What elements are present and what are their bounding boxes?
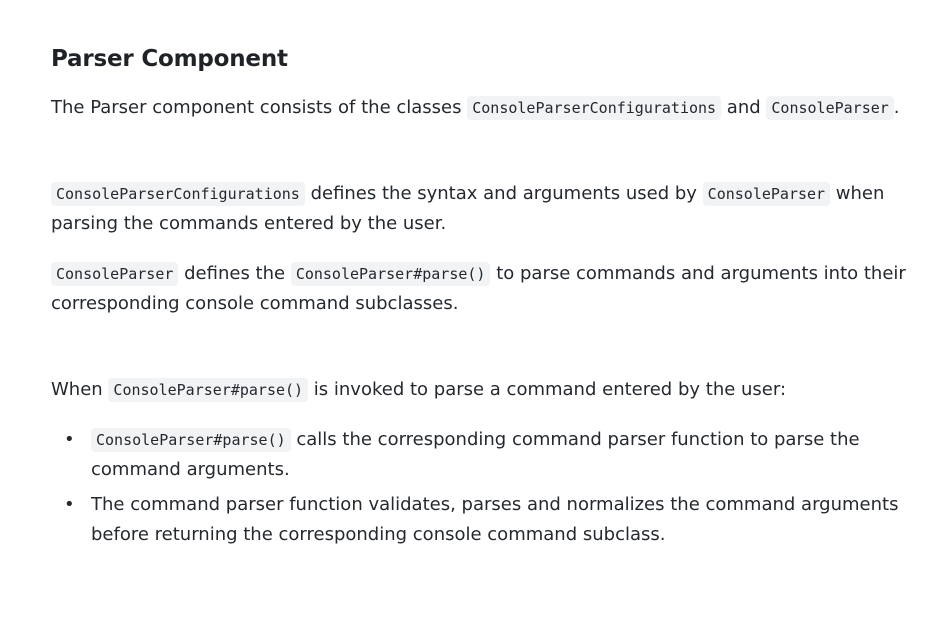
when-text-1: When [51, 379, 109, 400]
parser-text-1: defines the [178, 263, 291, 284]
configurations-text-1: defines the syntax and arguments used by [304, 183, 703, 204]
when-invoked-paragraph [51, 375, 911, 405]
inline-code-parse-method: ConsoleParser#parse() [108, 378, 308, 402]
inline-code-consoleparserconfigurations: ConsoleParserConfigurations [51, 182, 305, 206]
inline-code-consoleparserconfigurations: ConsoleParserConfigurations [467, 96, 721, 120]
steps-list [51, 425, 911, 550]
intro-text-2: and [721, 97, 767, 118]
section-heading: Parser Component [51, 46, 288, 72]
inline-code-consoleparser: ConsoleParser [766, 96, 893, 120]
list-item-text: The command parser function validates, parses and normalizes the command arguments before returning the corresponding console command subclass. [91, 494, 899, 545]
intro-text-1: The Parser component consists of the classes [51, 97, 468, 118]
configurations-text-2: when parsing the commands entered by the user. [51, 183, 885, 234]
parser-paragraph [51, 259, 911, 319]
when-text-2: is invoked to parse a command entered by the user: [308, 379, 787, 400]
list-item [51, 490, 911, 550]
inline-code-consoleparser: ConsoleParser [51, 262, 178, 286]
inline-code-parse-method: ConsoleParser#parse() [291, 262, 491, 286]
bullet-icon: • [64, 429, 75, 450]
intro-paragraph [51, 93, 911, 123]
parser-text-2: to parse commands and arguments into their corresponding console command subclasses. [51, 263, 906, 314]
inline-code-consoleparser: ConsoleParser [703, 182, 830, 206]
configurations-paragraph [51, 179, 911, 239]
inline-code-parse-method: ConsoleParser#parse() [91, 428, 291, 452]
list-item-text: calls the corresponding command parser function to parse the command arguments. [91, 429, 860, 480]
document-body [51, 42, 911, 550]
intro-text-3: . [893, 97, 900, 118]
list-item [51, 425, 911, 485]
bullet-icon: • [64, 494, 75, 515]
